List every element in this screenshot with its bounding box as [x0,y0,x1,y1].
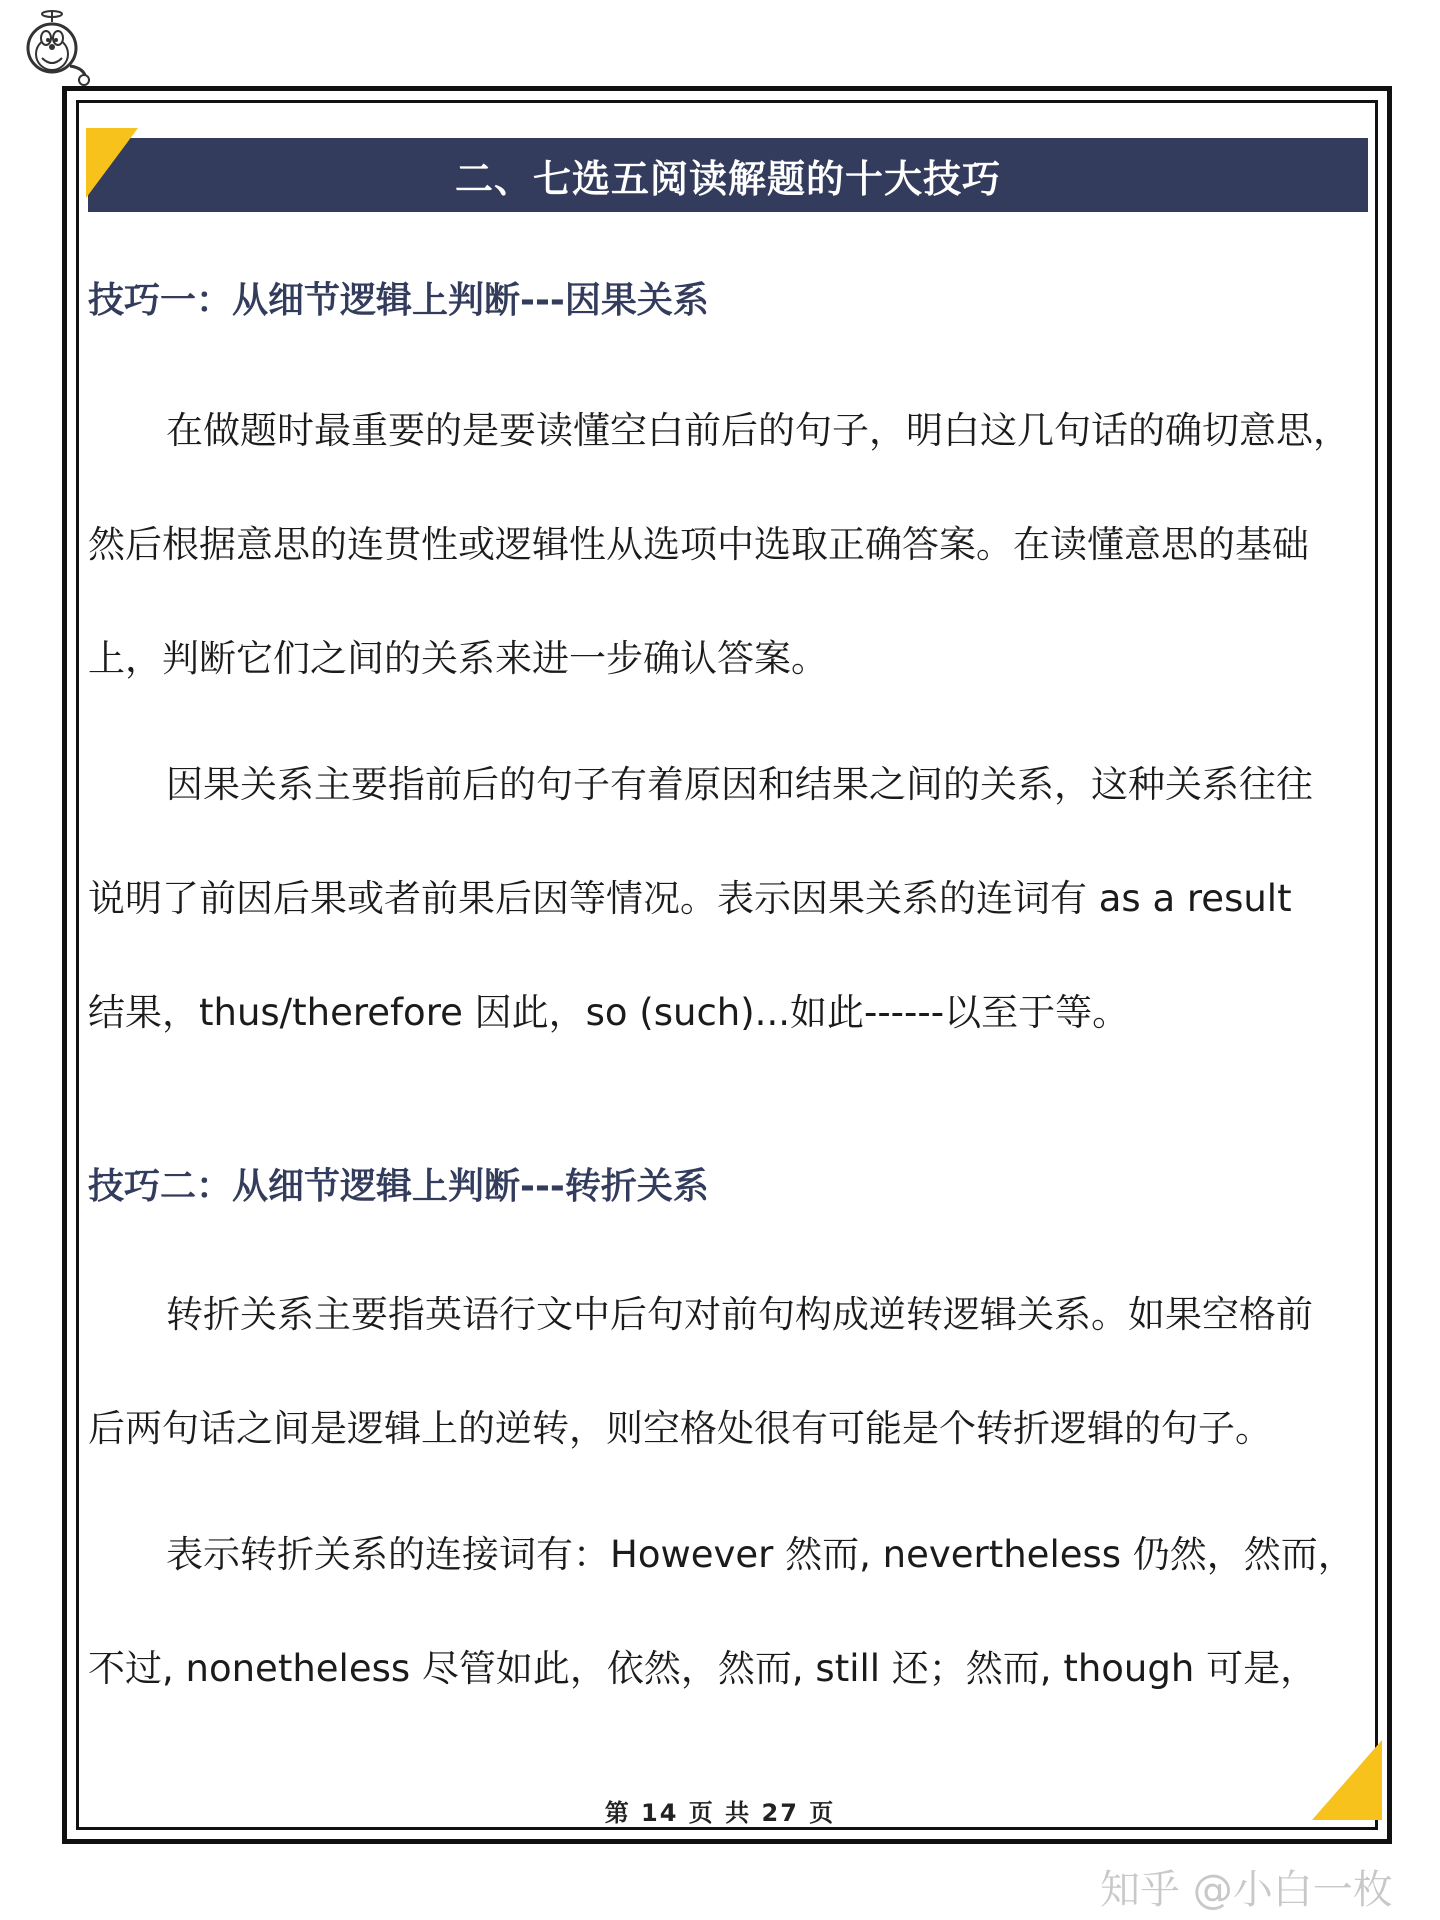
watermark: 知乎 @小白一枚 [1100,1867,1393,1913]
doraemon-mascot-icon [18,10,92,88]
section1-line-6: 结果，thus/therefore 因此，so (such)...如此------以至于等。 [88,991,1130,1034]
section2-line-4: 不过, nonetheless 尽管如此，依然，然而, still 还；然而, though 可是， [88,1647,1318,1690]
section1-line-1: 在做题时最重要的是要读懂空白前后的句子，明白这几句话的确切意思， [166,409,1350,452]
section2-line-1: 转折关系主要指英语行文中后句对前句构成逆转逻辑关系。如果空格前 [166,1293,1313,1336]
banner-title: 二、七选五阅读解题的十大技巧 [454,156,1001,201]
page-number: 第 14 页 共 27 页 [604,1799,836,1827]
section2-line-3: 表示转折关系的连接词有：However 然而, nevertheless 仍然，然而， [166,1533,1355,1576]
section1-line-5: 说明了前因后果或者前果后因等情况。表示因果关系的连词有 as a result [88,877,1292,920]
section2-heading: 技巧二：从细节逻辑上判断---转折关系 [88,1166,709,1207]
section-banner [88,138,1368,212]
section1-line-4: 因果关系主要指前后的句子有着原因和结果之间的关系，这种关系往往 [166,763,1313,806]
section1-heading: 技巧一：从细节逻辑上判断---因果关系 [88,280,709,321]
section1-line-2: 然后根据意思的连贯性或逻辑性从选项中选取正确答案。在读懂意思的基础 [88,523,1309,566]
corner-triangle-top-left [86,128,138,198]
section1-line-3: 上，判断它们之间的关系来进一步确认答案。 [88,637,828,680]
section2-line-2: 后两句话之间是逻辑上的逆转，则空格处很有可能是个转折逻辑的句子。 [88,1407,1272,1450]
